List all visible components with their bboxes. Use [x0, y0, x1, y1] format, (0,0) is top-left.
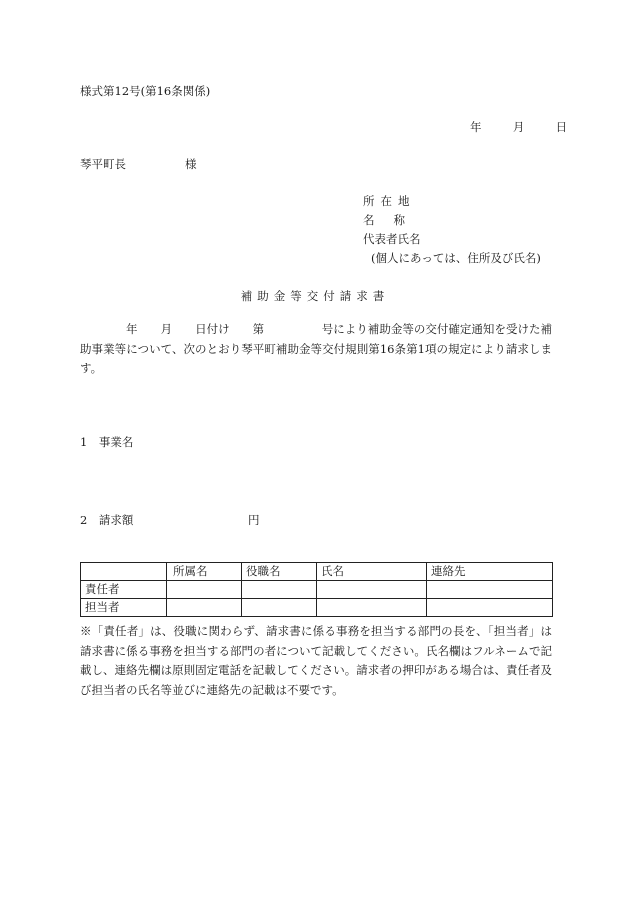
- table-cell[interactable]: [317, 581, 427, 599]
- address-label: 所在地: [363, 194, 416, 208]
- name-label: 名称: [363, 213, 424, 227]
- table-cell[interactable]: [317, 599, 427, 617]
- addressee-name: 琴平町長: [80, 157, 126, 171]
- table-header-cell: 氏名: [317, 563, 427, 581]
- document-title: 補助金等交付請求書: [240, 289, 390, 303]
- table-cell[interactable]: [167, 581, 242, 599]
- project-name-label: 1 事業名: [80, 435, 134, 449]
- addressee-honorific: 様: [185, 157, 197, 171]
- representative-label: 代表者氏名: [363, 232, 421, 246]
- contacts-table: [80, 562, 553, 617]
- amount-unit: 円: [248, 513, 260, 527]
- addressee: [80, 156, 197, 172]
- table-row-role: 責任者: [81, 581, 167, 599]
- table-cell[interactable]: [242, 581, 317, 599]
- table-header-cell: 連絡先: [427, 563, 553, 581]
- table-header-cell: [81, 563, 167, 581]
- amount-row: [80, 512, 260, 528]
- table-row-role: 担当者: [81, 599, 167, 617]
- table-row: [81, 581, 553, 599]
- individual-note: (個人にあっては、住所及び氏名): [371, 251, 541, 265]
- table-row: [81, 599, 553, 617]
- table-cell[interactable]: [242, 599, 317, 617]
- date-month: 月: [512, 120, 525, 134]
- footnote: ※「責任者」は、役職に関わらず、請求書に係る事務を担当する部門の長を、「担当者」は請求書に係る事務を担当する部門の者について記載してください。氏名欄はフルネームで記載し、連絡先欄は原則固定電話を記載してください。請求者の押印がある場合は、責任者及び担当者の氏名等並びに連絡先の記載は不要です。: [80, 624, 552, 697]
- table-header-row: [81, 563, 553, 581]
- applicant-block: [363, 192, 541, 268]
- table-cell[interactable]: [167, 599, 242, 617]
- table-header-cell: 所属名: [167, 563, 242, 581]
- table-cell[interactable]: [427, 581, 553, 599]
- request-body: 年 月 日付け 第 号により補助金等の交付確定通知を受けた補助事業等について、次のとおり琴平町補助金等交付規則第16条第1項の規定により請求します。: [80, 322, 552, 375]
- table-header-cell: 役職名: [242, 563, 317, 581]
- amount-label: 2 請求額: [80, 513, 134, 527]
- form-number: 様式第12号(第16条関係): [80, 84, 211, 98]
- date-year: 年: [470, 120, 482, 134]
- date-line: [470, 119, 567, 135]
- date-day: 日: [555, 120, 568, 134]
- table-cell[interactable]: [427, 599, 553, 617]
